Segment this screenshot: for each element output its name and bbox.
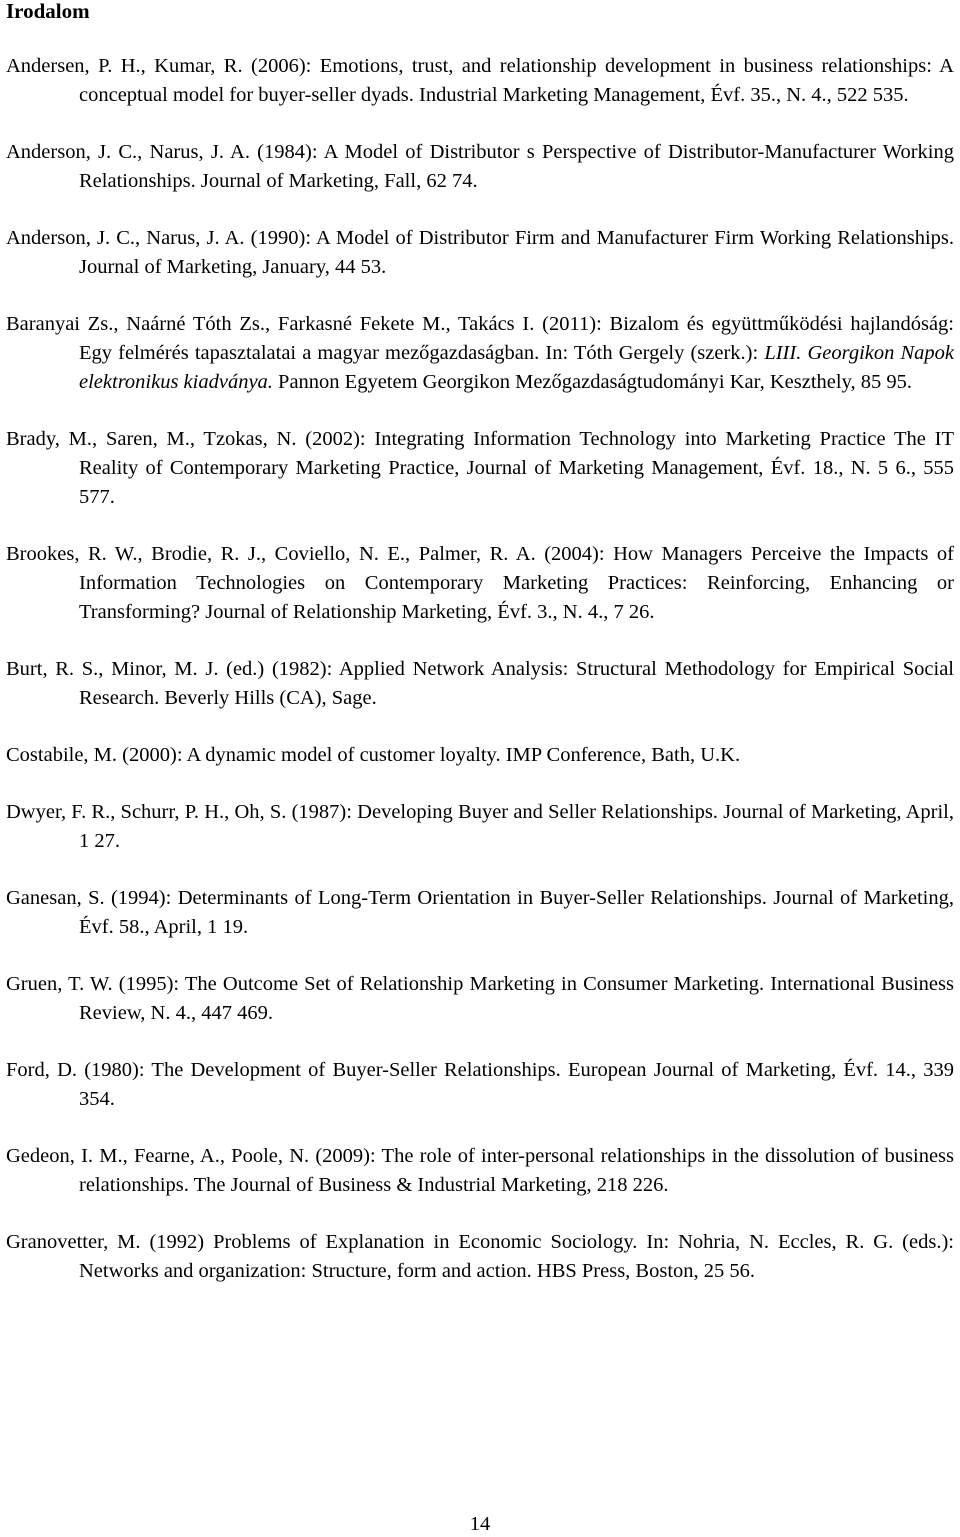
reference-entry	[6, 540, 954, 627]
reference-entry	[6, 655, 954, 713]
page-number: 14	[469, 1513, 491, 1535]
reference-text: Gedeon, I. M., Fearne, A., Poole, N. (2009): The role of inter-personal relationships in the dissolution of business relationships. The Journal of Business & Industrial Marketing, 218 226.	[6, 1145, 954, 1196]
reference-entry	[6, 310, 954, 397]
reference-text: Costabile, M. (2000): A dynamic model of customer loyalty. IMP Conference, Bath, U.K.	[6, 744, 741, 766]
reference-text: Brady, M., Saren, M., Tzokas, N. (2002): Integrating Information Technology into Marketing Practice The IT Reality of Contemporary Marketing Practice, Journal of Marketing Management, Évf. 18., N. 5 6., 555 577.	[6, 428, 954, 508]
reference-text: Anderson, J. C., Narus, J. A. (1990): A Model of Distributor Firm and Manufacturer Firm Working Relationships. Journal of Marketing, January, 44 53.	[6, 227, 954, 278]
reference-text: Burt, R. S., Minor, M. J. (ed.) (1982): Applied Network Analysis: Structural Methodology for Empirical Social Research. Beverly Hills (CA), Sage.	[6, 658, 954, 709]
reference-text: Brookes, R. W., Brodie, R. J., Coviello, N. E., Palmer, R. A. (2004): How Managers Perceive the Impacts of Information Technologies on Contemporary Marketing Practices: Reinforcing, Enhancing or Transforming? Journal of Relationship Marketing, Évf. 3., N. 4., 7 26.	[6, 543, 954, 623]
reference-entry	[6, 1056, 954, 1114]
reference-text: Ford, D. (1980): The Development of Buyer-Seller Relationships. European Journal of Marketing, Évf. 14., 339 354.	[6, 1059, 954, 1110]
reference-text: Baranyai Zs., Naárné Tóth Zs., Farkasné Fekete M., Takács I. (2011): Bizalom és együttműködési hajlandóság: Egy felmérés tapasztalatai a magyar mezőgazdaságban. In: Tóth Gergely (szerk.):	[6, 313, 954, 364]
reference-entry	[6, 138, 954, 196]
reference-text: Granovetter, M. (1992) Problems of Explanation in Economic Sociology. In: Nohria, N. Eccles, R. G. (eds.): Networks and organization: Structure, form and action. HBS Press, Boston, 25 56.	[6, 1231, 954, 1282]
reference-entry	[6, 741, 954, 770]
reference-entry	[6, 884, 954, 942]
reference-entry	[6, 798, 954, 856]
reference-text: Dwyer, F. R., Schurr, P. H., Oh, S. (1987): Developing Buyer and Seller Relationships. Journal of Marketing, April, 1 27.	[6, 801, 954, 852]
reference-entry	[6, 970, 954, 1028]
reference-text: Ganesan, S. (1994): Determinants of Long-Term Orientation in Buyer-Seller Relationships. Journal of Marketing, Évf. 58., April, 1 19.	[6, 887, 954, 938]
reference-entry	[6, 1228, 954, 1286]
reference-text: Gruen, T. W. (1995): The Outcome Set of Relationship Marketing in Consumer Marketing. International Business Review, N. 4., 447 469.	[6, 973, 954, 1024]
reference-text: Pannon Egyetem Georgikon Mezőgazdaságtudományi Kar, Keszthely, 85 95.	[272, 371, 912, 393]
reference-text: Anderson, J. C., Narus, J. A. (1984): A Model of Distributor s Perspective of Distributor-Manufacturer Working Relationships. Journal of Marketing, Fall, 62 74.	[6, 141, 954, 192]
reference-italic-text: LIII. Georgikon Napok elektronikus kiadványa.	[79, 342, 954, 393]
reference-entry	[6, 425, 954, 512]
reference-entry	[6, 1142, 954, 1200]
reference-entry	[6, 52, 954, 110]
reference-entry	[6, 224, 954, 282]
reference-list	[6, 52, 954, 1286]
reference-text: Andersen, P. H., Kumar, R. (2006): Emotions, trust, and relationship development in business relationships: A conceptual model for buyer-seller dyads. Industrial Marketing Management, Évf. 35., N. 4., 522 535.	[6, 55, 954, 106]
section-heading: Irodalom	[6, 0, 90, 23]
